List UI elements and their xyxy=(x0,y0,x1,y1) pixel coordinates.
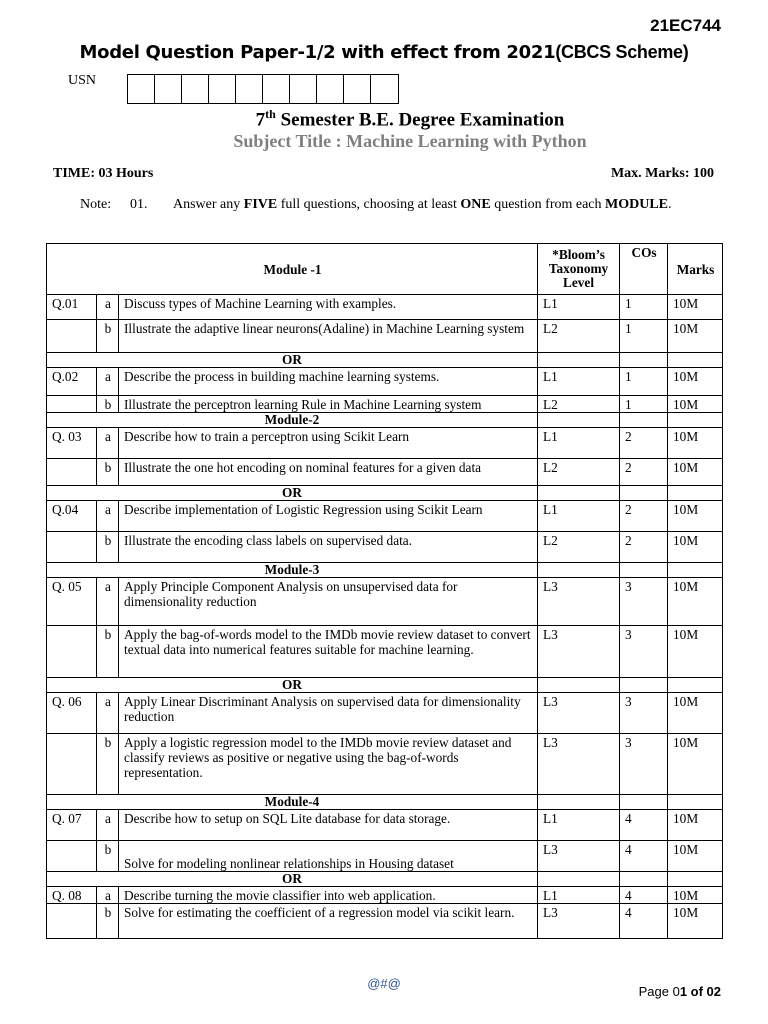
course-outcome: 2 xyxy=(620,532,668,563)
question-marks: 10M xyxy=(668,904,723,939)
question-row xyxy=(47,887,723,904)
usn-box[interactable] xyxy=(371,75,398,103)
question-marks: 10M xyxy=(668,887,723,904)
part-letter: a xyxy=(97,501,119,532)
question-number: Q. 03 xyxy=(47,428,97,459)
page-total: of 02 xyxy=(690,984,721,999)
blooms-level: L1 xyxy=(538,810,620,841)
question-text: Describe turning the movie classifier into web application. xyxy=(119,887,538,904)
question-row xyxy=(47,320,723,353)
blooms-level: L3 xyxy=(538,693,620,734)
question-number xyxy=(47,320,97,353)
part-letter: b xyxy=(97,841,119,872)
course-outcome: 4 xyxy=(620,887,668,904)
blooms-level: L1 xyxy=(538,887,620,904)
paper-title-scheme: (CBCS Scheme) xyxy=(555,42,689,62)
question-marks: 10M xyxy=(668,320,723,353)
question-text: Solve for estimating the coefficient of a regression model via scikit learn. xyxy=(119,904,538,939)
subject-title: Subject Title : Machine Learning with Python xyxy=(233,131,587,151)
empty-cell xyxy=(668,413,723,428)
note-number: 01. xyxy=(130,197,148,212)
course-outcome: 1 xyxy=(620,396,668,413)
part-letter: a xyxy=(97,368,119,396)
empty-cell xyxy=(668,795,723,810)
module-heading: Module -1 xyxy=(47,244,538,295)
empty-cell xyxy=(668,678,723,693)
module-heading: Module-3 xyxy=(47,563,538,578)
page-current: 1 xyxy=(679,984,691,999)
question-number xyxy=(47,841,97,872)
course-outcome: 1 xyxy=(620,368,668,396)
semester-suffix: th xyxy=(265,107,276,121)
question-marks: 10M xyxy=(668,295,723,320)
question-number: Q. 05 xyxy=(47,578,97,626)
note-part: full questions, choosing at least xyxy=(277,197,461,212)
question-row xyxy=(47,459,723,486)
usn-boxes[interactable] xyxy=(127,74,399,104)
empty-cell xyxy=(538,353,620,368)
or-separator: OR xyxy=(47,486,538,501)
empty-cell xyxy=(538,486,620,501)
course-outcome: 3 xyxy=(620,734,668,795)
blooms-level: L3 xyxy=(538,841,620,872)
empty-cell xyxy=(668,563,723,578)
part-letter: b xyxy=(97,626,119,678)
part-letter: b xyxy=(97,320,119,353)
question-text: Apply Linear Discriminant Analysis on supervised data for dimensionality reduction xyxy=(119,693,538,734)
usn-box[interactable] xyxy=(290,75,317,103)
question-row xyxy=(47,368,723,396)
question-marks: 10M xyxy=(668,501,723,532)
usn-box[interactable] xyxy=(263,75,290,103)
or-separator-row xyxy=(47,678,723,693)
or-separator: OR xyxy=(47,678,538,693)
question-marks: 10M xyxy=(668,532,723,563)
question-marks: 10M xyxy=(668,626,723,678)
question-number xyxy=(47,396,97,413)
question-number xyxy=(47,904,97,939)
question-row xyxy=(47,693,723,734)
question-text: Apply the bag-of-words model to the IMDb movie review dataset to convert textual data into numerical features suitable for machine learning. xyxy=(119,626,538,678)
blooms-level: L2 xyxy=(538,396,620,413)
question-marks: 10M xyxy=(668,459,723,486)
course-outcome: 1 xyxy=(620,295,668,320)
question-number: Q.01 xyxy=(47,295,97,320)
course-outcome: 3 xyxy=(620,578,668,626)
paper-title xyxy=(0,42,768,63)
question-row xyxy=(47,626,723,678)
course-outcome: 4 xyxy=(620,841,668,872)
question-number xyxy=(47,532,97,563)
question-row xyxy=(47,841,723,872)
part-letter: b xyxy=(97,459,119,486)
question-marks: 10M xyxy=(668,810,723,841)
blooms-level: L3 xyxy=(538,578,620,626)
empty-cell xyxy=(620,353,668,368)
question-text: Illustrate the one hot encoding on nominal features for a given data xyxy=(119,459,538,486)
question-text: Illustrate the perceptron learning Rule in Machine Learning system xyxy=(119,396,538,413)
question-row xyxy=(47,501,723,532)
question-marks: 10M xyxy=(668,841,723,872)
blooms-header: *Bloom’s Taxonomy Level xyxy=(538,244,620,295)
question-marks: 10M xyxy=(668,734,723,795)
question-number: Q. 06 xyxy=(47,693,97,734)
empty-cell xyxy=(620,563,668,578)
course-outcome: 2 xyxy=(620,428,668,459)
or-separator-row xyxy=(47,872,723,887)
question-number xyxy=(47,459,97,486)
marks-header: Marks xyxy=(668,244,723,295)
part-letter: b xyxy=(97,532,119,563)
question-marks: 10M xyxy=(668,693,723,734)
blooms-level: L1 xyxy=(538,428,620,459)
blooms-level: L2 xyxy=(538,532,620,563)
part-letter: a xyxy=(97,295,119,320)
part-letter: a xyxy=(97,887,119,904)
question-text: Describe the process in building machine learning systems. xyxy=(119,368,538,396)
cos-header: COs xyxy=(620,244,668,295)
question-text: Apply a logistic regression model to the IMDb movie review dataset and classify reviews as positive or negative using the bag-of-words representation. xyxy=(119,734,538,795)
question-row xyxy=(47,428,723,459)
course-outcome: 4 xyxy=(620,810,668,841)
semester-text: Semester B.E. Degree Examination xyxy=(275,109,565,131)
or-separator: OR xyxy=(47,872,538,887)
question-text: Apply Principle Component Analysis on unsupervised data for dimensionality reduction xyxy=(119,578,538,626)
note-part: . xyxy=(668,197,672,212)
empty-cell xyxy=(538,795,620,810)
question-number: Q.02 xyxy=(47,368,97,396)
blooms-level: L2 xyxy=(538,320,620,353)
empty-cell xyxy=(620,486,668,501)
exam-time: TIME: 03 Hours xyxy=(53,166,154,181)
paper-title-main: Model Question Paper-1/2 with effect from 2021 xyxy=(79,42,556,63)
blooms-level: L1 xyxy=(538,295,620,320)
question-text: Describe how to setup on SQL Lite database for data storage. xyxy=(119,810,538,841)
module-heading-row xyxy=(47,795,723,810)
usn-box[interactable] xyxy=(209,75,236,103)
question-row xyxy=(47,904,723,939)
empty-cell xyxy=(668,872,723,887)
module-heading: Module-2 xyxy=(47,413,538,428)
note-bold: ONE xyxy=(460,197,491,212)
question-marks: 10M xyxy=(668,428,723,459)
empty-cell xyxy=(538,413,620,428)
course-code: 21EC744 xyxy=(650,16,721,35)
question-text: Illustrate the encoding class labels on supervised data. xyxy=(119,532,538,563)
empty-cell xyxy=(620,795,668,810)
note-label: Note: xyxy=(80,197,112,212)
max-marks: Max. Marks: 100 xyxy=(610,166,714,181)
empty-cell xyxy=(538,563,620,578)
module-heading-row xyxy=(47,413,723,428)
course-outcome: 2 xyxy=(620,459,668,486)
question-number xyxy=(47,626,97,678)
question-text: Describe how to train a perceptron using Scikit Learn xyxy=(119,428,538,459)
question-text: Solve for modeling nonlinear relationships in Housing dataset xyxy=(119,841,538,872)
empty-cell xyxy=(668,353,723,368)
usn-box[interactable] xyxy=(128,75,155,103)
part-letter: a xyxy=(97,693,119,734)
note-part: question from each xyxy=(490,197,606,212)
question-marks: 10M xyxy=(668,578,723,626)
question-rows xyxy=(47,295,723,939)
question-number: Q. 07 xyxy=(47,810,97,841)
question-text: Describe implementation of Logistic Regression using Scikit Learn xyxy=(119,501,538,532)
question-row xyxy=(47,295,723,320)
module-heading-row xyxy=(47,563,723,578)
semester-heading xyxy=(0,107,768,131)
usn-box[interactable] xyxy=(236,75,263,103)
part-letter: a xyxy=(97,578,119,626)
course-outcome: 2 xyxy=(620,501,668,532)
question-row xyxy=(47,396,723,413)
part-letter: a xyxy=(97,810,119,841)
question-row xyxy=(47,810,723,841)
part-letter: a xyxy=(97,428,119,459)
blooms-level: L1 xyxy=(538,368,620,396)
empty-cell xyxy=(620,678,668,693)
question-text: Illustrate the adaptive linear neurons(Adaline) in Machine Learning system xyxy=(119,320,538,353)
empty-cell xyxy=(538,678,620,693)
blooms-level: L3 xyxy=(538,904,620,939)
empty-cell xyxy=(538,872,620,887)
usn-box[interactable] xyxy=(344,75,371,103)
module-heading: Module-4 xyxy=(47,795,538,810)
page-prefix: Page 0 xyxy=(638,984,680,999)
blooms-level: L3 xyxy=(538,734,620,795)
question-row xyxy=(47,578,723,626)
part-letter: b xyxy=(97,396,119,413)
empty-cell xyxy=(620,413,668,428)
page-number xyxy=(639,984,721,999)
footer-mark: @#@ xyxy=(367,976,401,991)
question-number: Q. 08 xyxy=(47,887,97,904)
blooms-level: L2 xyxy=(538,459,620,486)
or-separator-row xyxy=(47,353,723,368)
usn-label: USN xyxy=(68,73,97,88)
part-letter: b xyxy=(97,734,119,795)
semester-number: 7 xyxy=(255,109,266,131)
usn-box[interactable] xyxy=(182,75,209,103)
question-number: Q.04 xyxy=(47,501,97,532)
question-text: Discuss types of Machine Learning with examples. xyxy=(119,295,538,320)
empty-cell xyxy=(620,872,668,887)
question-marks: 10M xyxy=(668,396,723,413)
usn-box[interactable] xyxy=(155,75,182,103)
course-outcome: 3 xyxy=(620,626,668,678)
part-letter: b xyxy=(97,904,119,939)
or-separator: OR xyxy=(47,353,538,368)
blooms-level: L1 xyxy=(538,501,620,532)
question-row xyxy=(47,532,723,563)
question-table xyxy=(46,243,723,939)
or-separator-row xyxy=(47,486,723,501)
empty-cell xyxy=(668,486,723,501)
question-number xyxy=(47,734,97,795)
note-bold: FIVE xyxy=(243,197,278,212)
note-text xyxy=(173,197,683,213)
note-part: Answer any xyxy=(173,197,244,212)
note-bold: MODULE xyxy=(605,197,669,212)
course-outcome: 4 xyxy=(620,904,668,939)
blooms-level: L3 xyxy=(538,626,620,678)
question-row xyxy=(47,734,723,795)
course-outcome: 1 xyxy=(620,320,668,353)
question-marks: 10M xyxy=(668,368,723,396)
usn-box[interactable] xyxy=(317,75,344,103)
course-outcome: 3 xyxy=(620,693,668,734)
